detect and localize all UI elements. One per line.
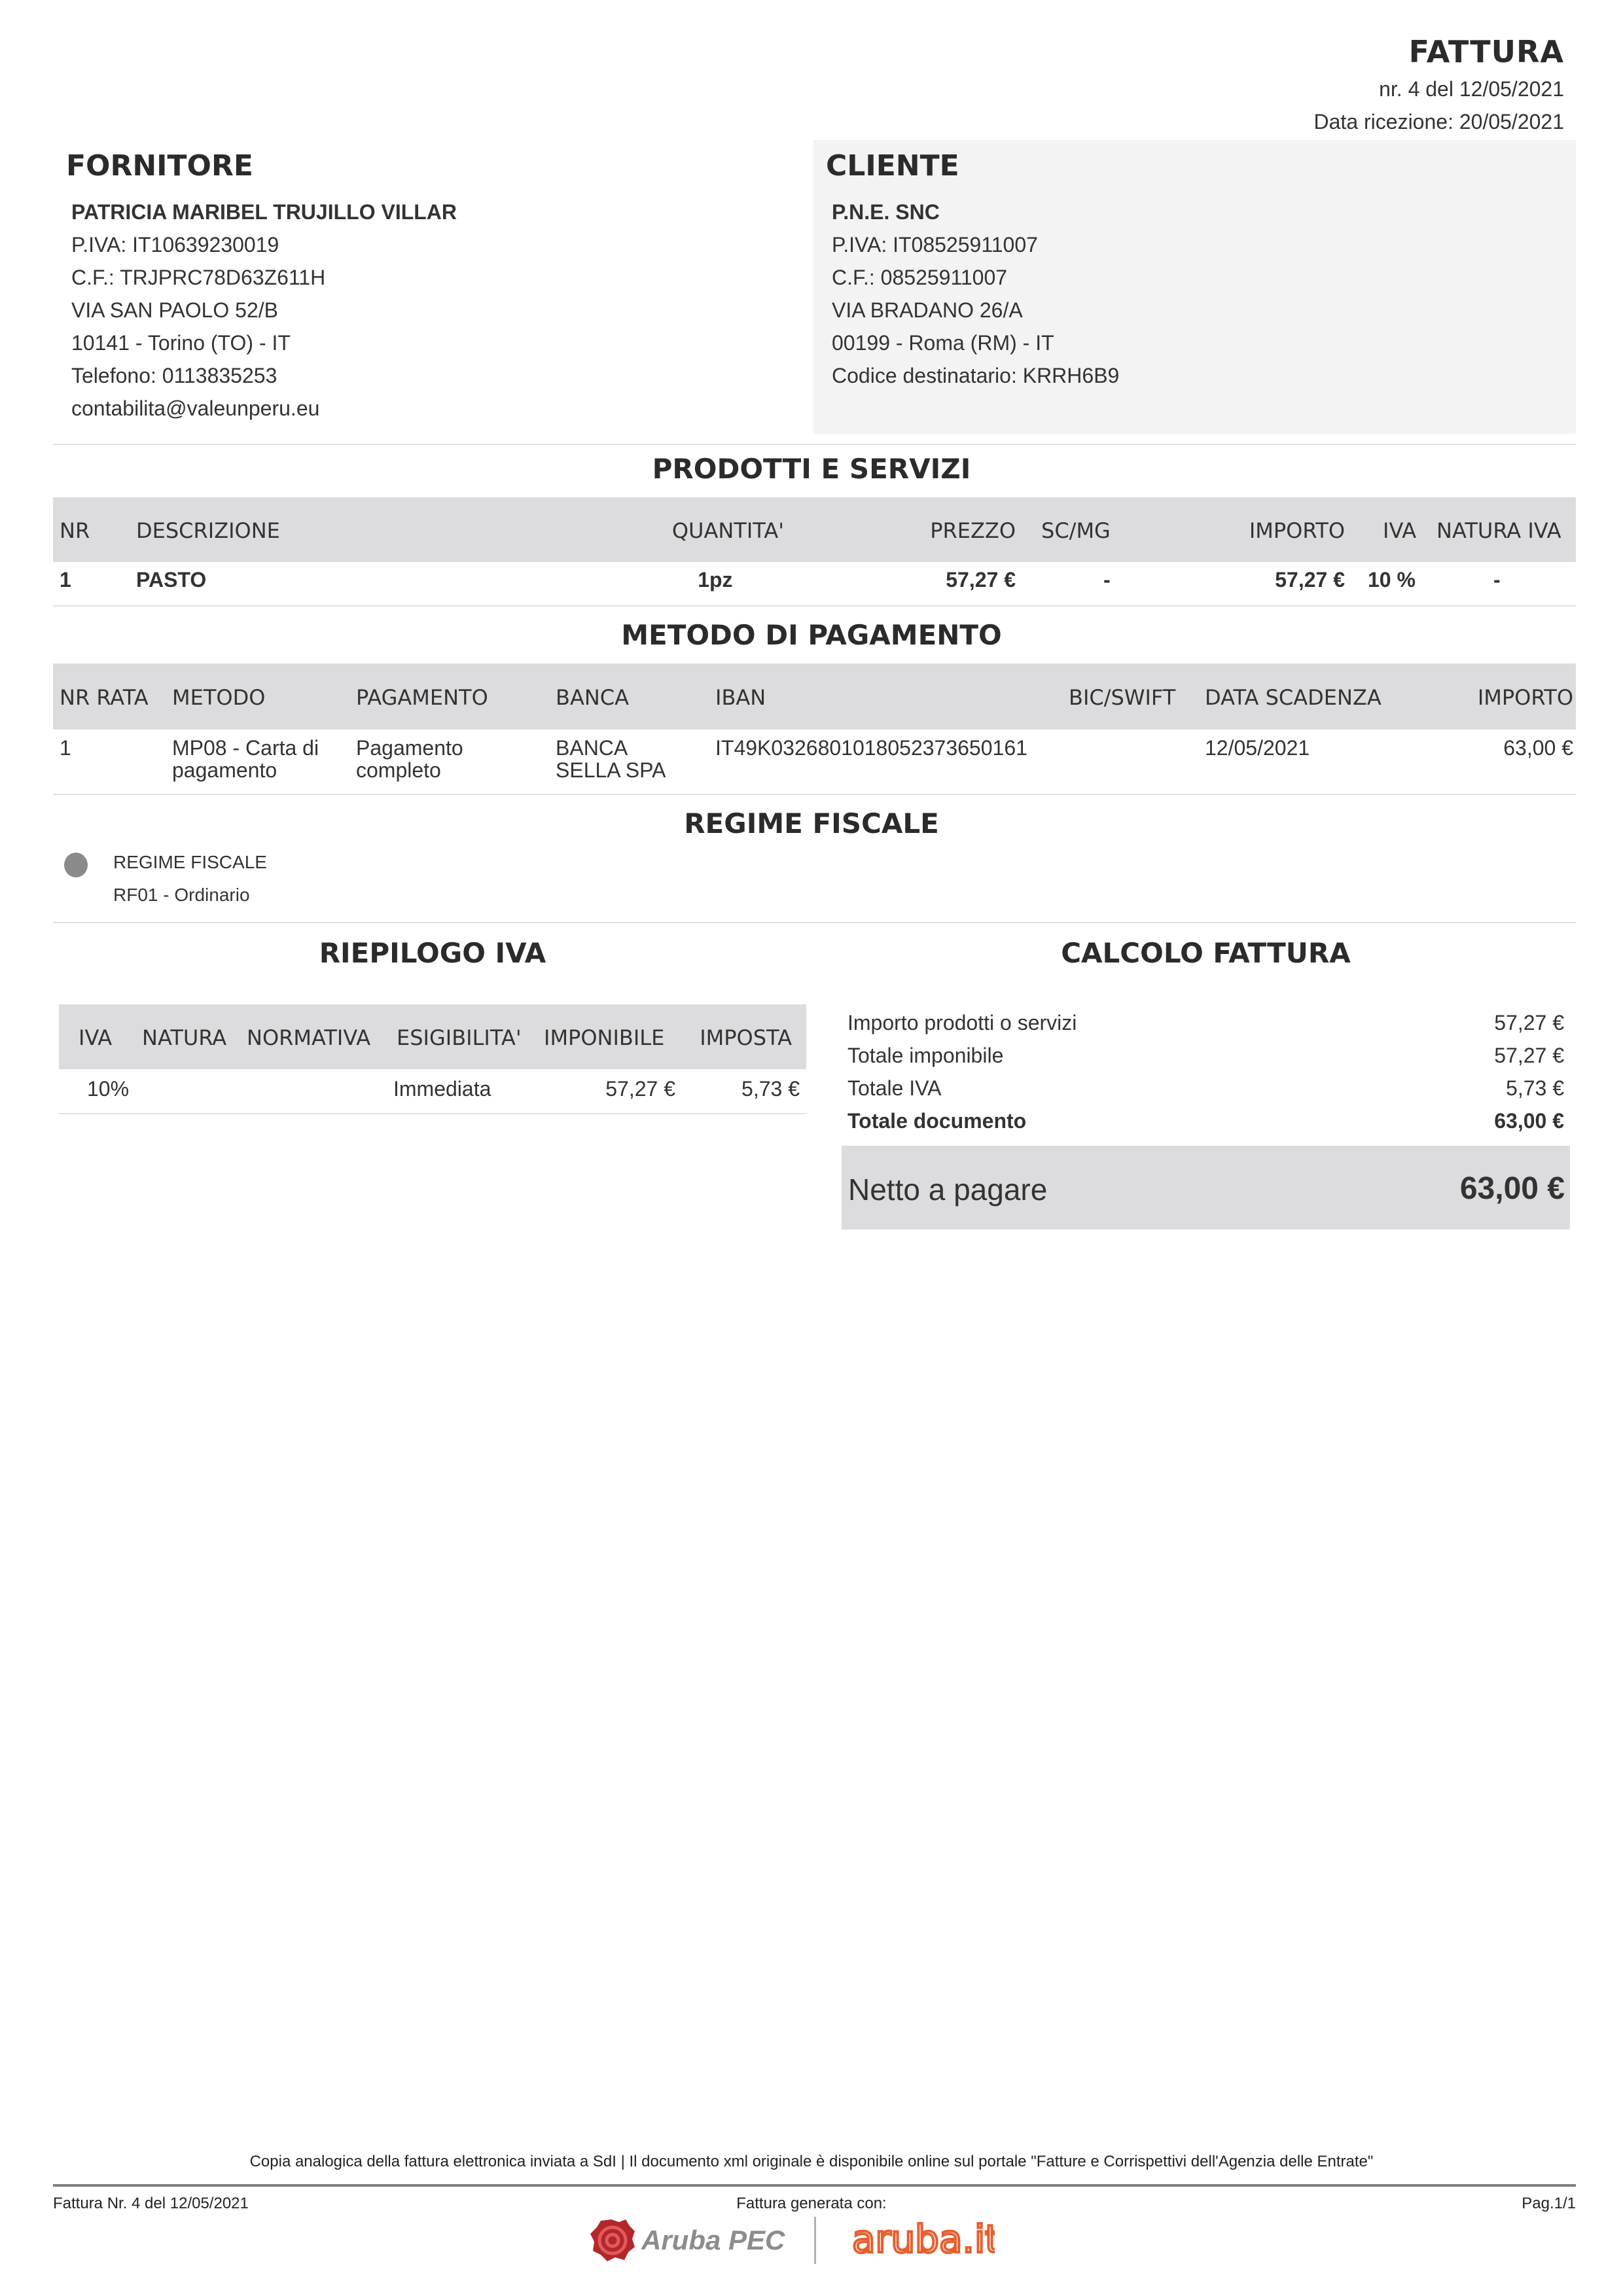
divider xyxy=(53,444,1576,445)
regime-label: REGIME FISCALE xyxy=(113,852,267,872)
col-normativa: NORMATIVA xyxy=(247,1025,371,1050)
fornitore-name: PATRICIA MARIBEL TRUJILLO VILLAR xyxy=(71,200,457,224)
cell-metodo-line2: pagamento xyxy=(172,758,277,782)
calcolo-label: Totale IVA xyxy=(847,1076,942,1100)
calcolo-row xyxy=(847,1076,1564,1109)
cliente-cf: C.F.: 08525911007 xyxy=(832,266,1008,289)
fornitore-details xyxy=(71,196,457,425)
regime-title: REGIME FISCALE xyxy=(684,807,939,839)
cell-data-scadenza: 12/05/2021 xyxy=(1205,736,1310,760)
netto-value: 63,00 € xyxy=(1459,1171,1565,1206)
calcolo-value: 5,73 € xyxy=(1506,1076,1564,1100)
cell-pagamento-line1: Pagamento xyxy=(356,736,463,760)
document-title: FATTURA xyxy=(1408,34,1564,69)
cliente-codice-destinatario: Codice destinatario: KRRH6B9 xyxy=(832,364,1120,387)
col-importo: IMPORTO xyxy=(1249,518,1345,543)
cell-prezzo: 57,27 € xyxy=(946,568,1016,592)
aruba-it-text: aruba.it xyxy=(852,2217,995,2261)
cell-pagamento-line2: completo xyxy=(356,758,441,782)
col-banca: BANCA xyxy=(556,685,630,710)
fornitore-cf: C.F.: TRJPRC78D63Z611H xyxy=(71,266,326,289)
fornitore-city: 10141 - Torino (TO) - IT xyxy=(71,331,291,355)
col-iva: IVA xyxy=(1383,518,1417,543)
footer-page-number: Pag.1/1 xyxy=(1522,2195,1576,2212)
received-date: Data ricezione: 20/05/2021 xyxy=(1313,110,1564,133)
col-bic-swift: BIC/SWIFT xyxy=(1069,685,1176,710)
cliente-title: CLIENTE xyxy=(826,149,959,183)
col-scmg: SC/MG xyxy=(1041,518,1111,543)
pagamento-table-header xyxy=(53,663,1576,730)
cell-scmg: - xyxy=(1103,568,1111,592)
cell-nr-rata: 1 xyxy=(60,736,71,760)
col-iva: IVA xyxy=(79,1025,113,1050)
calcolo-row-total xyxy=(847,1109,1564,1142)
cell-importo: 57,27 € xyxy=(1275,568,1345,592)
cell-unita: pz xyxy=(709,568,733,592)
col-importo: IMPORTO xyxy=(1477,685,1573,710)
netto-a-pagare-box xyxy=(842,1146,1570,1229)
col-imposta: IMPOSTA xyxy=(700,1025,792,1050)
logo-separator xyxy=(814,2217,816,2264)
col-prezzo: PREZZO xyxy=(930,518,1016,543)
col-iban: IBAN xyxy=(715,685,766,710)
col-nr-rata: NR RATA xyxy=(60,685,149,710)
regime-value: RF01 - Ordinario xyxy=(113,885,250,905)
table-row xyxy=(59,1077,806,1110)
cell-quantita: 1 xyxy=(698,568,709,592)
prodotti-table-header xyxy=(53,497,1576,562)
fornitore-piva: P.IVA: IT10639230019 xyxy=(71,233,279,256)
fornitore-email: contabilita@valeunperu.eu xyxy=(71,397,320,420)
prodotti-title: PRODOTTI E SERVIZI xyxy=(652,453,971,485)
col-natura-iva: NATURA IVA xyxy=(1436,518,1561,543)
divider xyxy=(53,605,1576,607)
col-nr: NR xyxy=(60,518,90,543)
cell-importo: 63,00 € xyxy=(1503,736,1573,760)
aruba-it-wordmark-icon xyxy=(851,2212,995,2264)
cell-banca-line2: SELLA SPA xyxy=(556,758,666,782)
footer-divider xyxy=(53,2184,1576,2187)
invoice-number: nr. 4 del 12/05/2021 xyxy=(1379,77,1564,101)
divider xyxy=(53,794,1576,795)
fornitore-section xyxy=(66,149,253,183)
divider xyxy=(53,922,1576,923)
cell-banca-line1: BANCA xyxy=(556,736,628,760)
footer-generated-with: Fattura generata con: xyxy=(736,2195,887,2212)
col-imponibile: IMPONIBILE xyxy=(544,1025,665,1050)
calcolo-label: Totale documento xyxy=(847,1109,1027,1133)
fornitore-phone: Telefono: 0113835253 xyxy=(71,364,277,387)
calcolo-value: 57,27 € xyxy=(1494,1044,1564,1067)
table-row xyxy=(53,736,1576,788)
riepilogo-table-header xyxy=(59,1004,806,1069)
cell-natura-iva: - xyxy=(1493,568,1501,592)
col-metodo: METODO xyxy=(172,685,266,710)
divider xyxy=(59,1113,806,1114)
cliente-city: 00199 - Roma (RM) - IT xyxy=(832,331,1054,355)
col-esigibilita: ESIGIBILITA' xyxy=(397,1025,522,1050)
cliente-piva: P.IVA: IT08525911007 xyxy=(832,233,1038,256)
col-descrizione: DESCRIZIONE xyxy=(136,518,280,543)
calcolo-value: 63,00 € xyxy=(1494,1109,1564,1133)
calcolo-row xyxy=(847,1044,1564,1076)
cell-descrizione: PASTO xyxy=(136,568,207,592)
calcolo-title: CALCOLO FATTURA xyxy=(1061,937,1351,969)
cell-metodo-line1: MP08 - Carta di xyxy=(172,736,319,760)
cell-iva: 10% xyxy=(87,1077,130,1101)
aruba-it-logo xyxy=(851,2212,995,2264)
aruba-pec-text: Aruba PEC xyxy=(641,2225,785,2255)
cell-iban: IT49K0326801018052373650161 xyxy=(715,736,1027,760)
calcolo-row xyxy=(847,1011,1564,1044)
cell-imposta: 5,73 € xyxy=(741,1077,800,1101)
cliente-address: VIA BRADANO 26/A xyxy=(832,298,1023,322)
cliente-details xyxy=(832,196,1119,392)
bullet-icon xyxy=(64,853,88,877)
cell-iva: 10 % xyxy=(1368,568,1416,592)
table-row xyxy=(53,568,1576,601)
calcolo-rows xyxy=(847,1011,1564,1142)
cell-nr: 1 xyxy=(60,568,71,592)
cliente-name: P.N.E. SNC xyxy=(832,200,940,224)
fornitore-address: VIA SAN PAOLO 52/B xyxy=(71,298,278,322)
cell-imponibile: 57,27 € xyxy=(605,1077,675,1101)
col-data-scadenza: DATA SCADENZA xyxy=(1205,685,1382,710)
netto-label: Netto a pagare xyxy=(848,1173,1048,1207)
col-quantita: QUANTITA' xyxy=(671,518,784,543)
pagamento-title: METODO DI PAGAMENTO xyxy=(621,619,1002,651)
footer-invoice-ref: Fattura Nr. 4 del 12/05/2021 xyxy=(53,2195,249,2212)
cell-esigibilita: Immediata xyxy=(393,1077,491,1101)
calcolo-label: Importo prodotti o servizi xyxy=(847,1011,1077,1034)
col-pagamento: PAGAMENTO xyxy=(356,685,488,710)
footer-note: Copia analogica della fattura elettronica inviata a SdI | Il documento xml originale è disponibile online sul portale "Fatture e Corrispettivi dell'Agenzia delle Entrate" xyxy=(249,2153,1374,2170)
riepilogo-title: RIEPILOGO IVA xyxy=(319,937,546,969)
calcolo-label: Totale imponibile xyxy=(847,1044,1004,1067)
col-natura: NATURA xyxy=(142,1025,227,1050)
aruba-pec-logo xyxy=(589,2217,785,2263)
aruba-pec-seal-icon xyxy=(589,2217,785,2263)
calcolo-value: 57,27 € xyxy=(1494,1011,1564,1034)
cliente-section xyxy=(813,140,1576,434)
fornitore-title: FORNITORE xyxy=(66,149,253,183)
